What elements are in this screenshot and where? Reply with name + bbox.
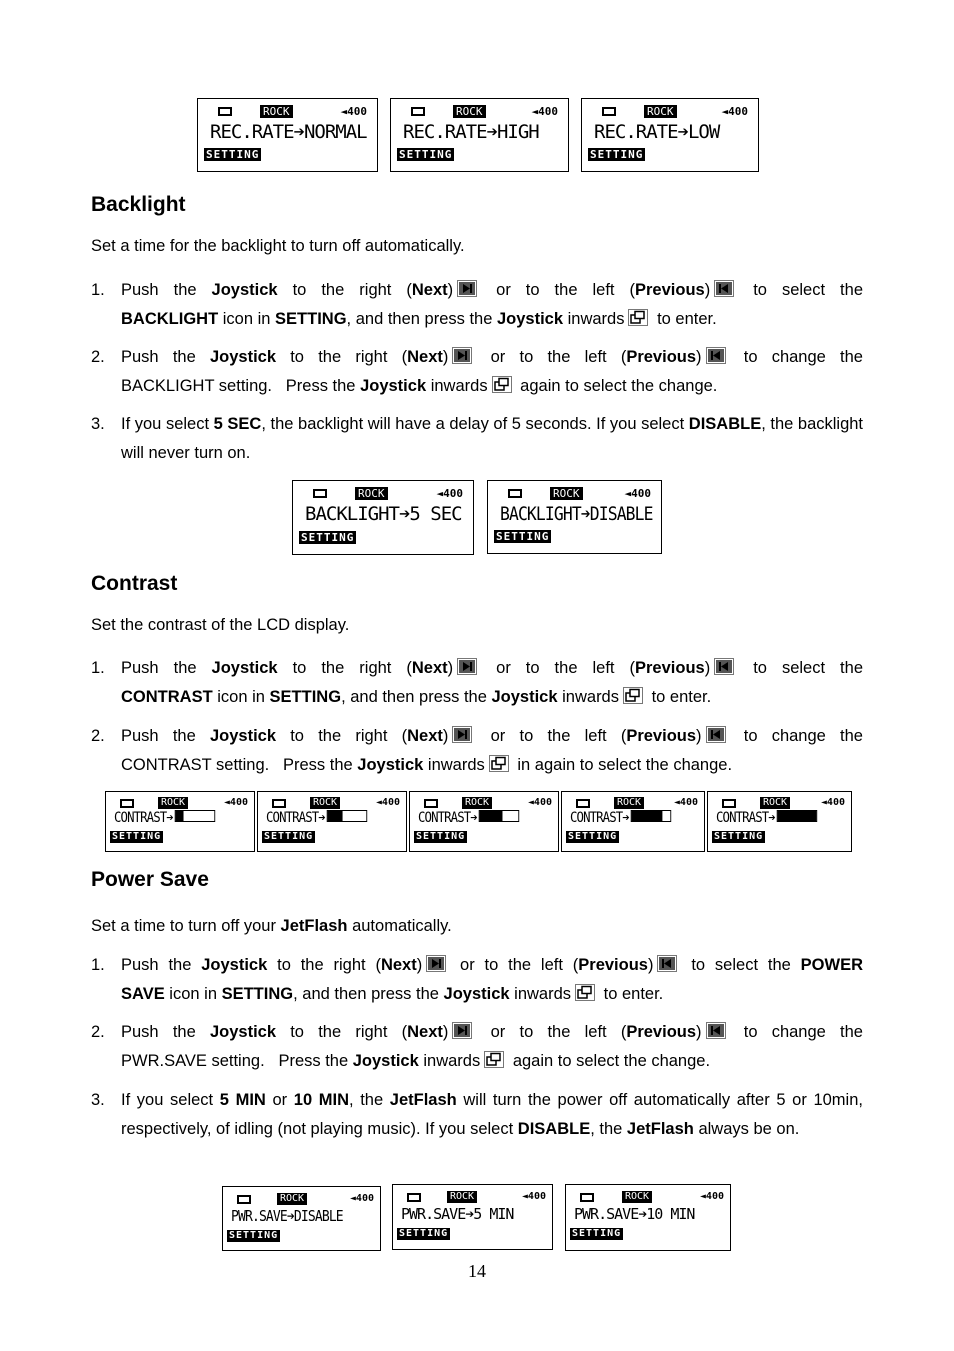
enter-icon	[484, 1051, 504, 1068]
lcd-pwr-save-disable: ROCK ◄400 PWR.SAVE➔DISABLE SETTING	[222, 1186, 381, 1251]
battery-icon	[120, 799, 134, 808]
contrast-level-fill	[327, 811, 342, 821]
previous-icon	[657, 955, 677, 972]
contrast-level-fill	[175, 811, 183, 821]
previous-icon	[714, 658, 734, 675]
lcd-contrast-level-4: ROCK ◄400 CONTRAST➔ SETTING	[561, 791, 705, 852]
power-save-step-3: 3. If you select 5 MIN or 10 MIN, the JetFlash will turn the power off automatically after 5 or 10min, respectively, of idling (not playing music). If you select DISABLE, the JetFlash always be on.	[91, 1091, 863, 1138]
contrast-level-fill	[631, 811, 662, 821]
backlight-step-1: 1. Push the Joystick to the right (Next) or to the left (Previous) to select the BACKLIGHT icon in SETTING, and then press the Joystick inwards to enter.	[91, 281, 863, 328]
battery-icon	[722, 799, 736, 808]
contrast-level-bar	[327, 810, 367, 822]
lcd-rec-rate-high: ROCK ◄400 REC.RATE➔HIGH SETTING	[390, 98, 569, 172]
contrast-level-bar	[631, 810, 671, 822]
previous-icon	[706, 1022, 726, 1039]
battery-icon	[602, 107, 616, 116]
backlight-heading: Backlight	[91, 193, 186, 216]
contrast-level-bar	[479, 810, 519, 822]
next-icon	[457, 658, 477, 675]
lcd-contrast-level-5: ROCK ◄400 CONTRAST➔ SETTING	[707, 791, 852, 852]
next-icon	[452, 347, 472, 364]
enter-icon	[575, 984, 595, 1001]
lcd-contrast-level-2: ROCK ◄400 CONTRAST➔ SETTING	[257, 791, 407, 852]
power-save-intro: Set a time to turn off your JetFlash automatically.	[91, 917, 452, 935]
contrast-level-bar	[175, 810, 215, 822]
battery-icon	[508, 489, 522, 498]
battery-icon	[272, 799, 286, 808]
battery-icon	[218, 107, 232, 116]
power-save-heading: Power Save	[91, 868, 209, 891]
battery-icon	[237, 1195, 251, 1204]
lcd-pwr-save-10min: ROCK ◄400 PWR.SAVE➔10 MIN SETTING	[565, 1184, 731, 1251]
lcd-backlight-5sec: ROCK ◄400 BACKLIGHT➔5 SEC SETTING	[292, 480, 474, 555]
battery-icon	[313, 489, 327, 498]
backlight-step-2: 2. Push the Joystick to the right (Next) or to the left (Previous) to change the BACKLIGHT setting. Press the Joystick inwards again to select the change.	[91, 348, 863, 395]
next-icon	[426, 955, 446, 972]
next-icon	[452, 1022, 472, 1039]
previous-icon	[706, 726, 726, 743]
enter-icon	[492, 376, 512, 393]
contrast-step-1: 1. Push the Joystick to the right (Next) or to the left (Previous) to select the CONTRAST icon in SETTING, and then press the Joystick inwards to enter.	[91, 659, 863, 706]
contrast-heading: Contrast	[91, 572, 178, 595]
lcd-contrast-level-3: ROCK ◄400 CONTRAST➔ SETTING	[409, 791, 559, 852]
backlight-step-3: 3. If you select 5 SEC, the backlight will have a delay of 5 seconds. If you select DISABLE, the backlight will never turn on.	[91, 415, 864, 462]
enter-icon	[623, 687, 643, 704]
lcd-backlight-disable: ROCK ◄400 BACKLIGHT➔DISABLE SETTING	[487, 480, 662, 554]
lcd-rec-rate-low: ROCK ◄400 REC.RATE➔LOW SETTING	[581, 98, 759, 172]
battery-icon	[576, 799, 590, 808]
battery-icon	[407, 1193, 421, 1202]
previous-icon	[706, 347, 726, 364]
battery-icon	[411, 107, 425, 116]
lcd-pwr-save-5min: ROCK ◄400 PWR.SAVE➔5 MIN SETTING	[392, 1184, 553, 1250]
battery-icon	[424, 799, 438, 808]
contrast-level-fill	[479, 811, 502, 821]
power-save-step-1: 1. Push the Joystick to the right (Next) or to the left (Previous) to select the POWER SAVE icon in SETTING, and then press the Joystick inwards to enter.	[91, 956, 863, 1003]
contrast-level-bar	[777, 810, 817, 822]
contrast-intro: Set the contrast of the LCD display.	[91, 616, 350, 634]
contrast-step-2: 2. Push the Joystick to the right (Next) or to the left (Previous) to change the CONTRAST setting. Press the Joystick inwards in again to select the change.	[91, 727, 863, 774]
power-save-step-2: 2. Push the Joystick to the right (Next) or to the left (Previous) to change the PWR.SAVE setting. Press the Joystick inwards again to select the change.	[91, 1023, 863, 1070]
backlight-intro: Set a time for the backlight to turn off automatically.	[91, 237, 465, 255]
lcd-rec-rate-normal: ROCK ◄400 REC.RATE➔NORMAL SETTING	[197, 98, 378, 172]
enter-icon	[489, 755, 509, 772]
next-icon	[452, 726, 472, 743]
enter-icon	[628, 309, 648, 326]
page-number: 14	[468, 1261, 486, 1281]
previous-icon	[714, 280, 734, 297]
battery-icon	[580, 1193, 594, 1202]
next-icon	[457, 280, 477, 297]
contrast-level-fill	[777, 811, 816, 821]
lcd-contrast-level-1: ROCK ◄400 CONTRAST➔ SETTING	[105, 791, 255, 852]
